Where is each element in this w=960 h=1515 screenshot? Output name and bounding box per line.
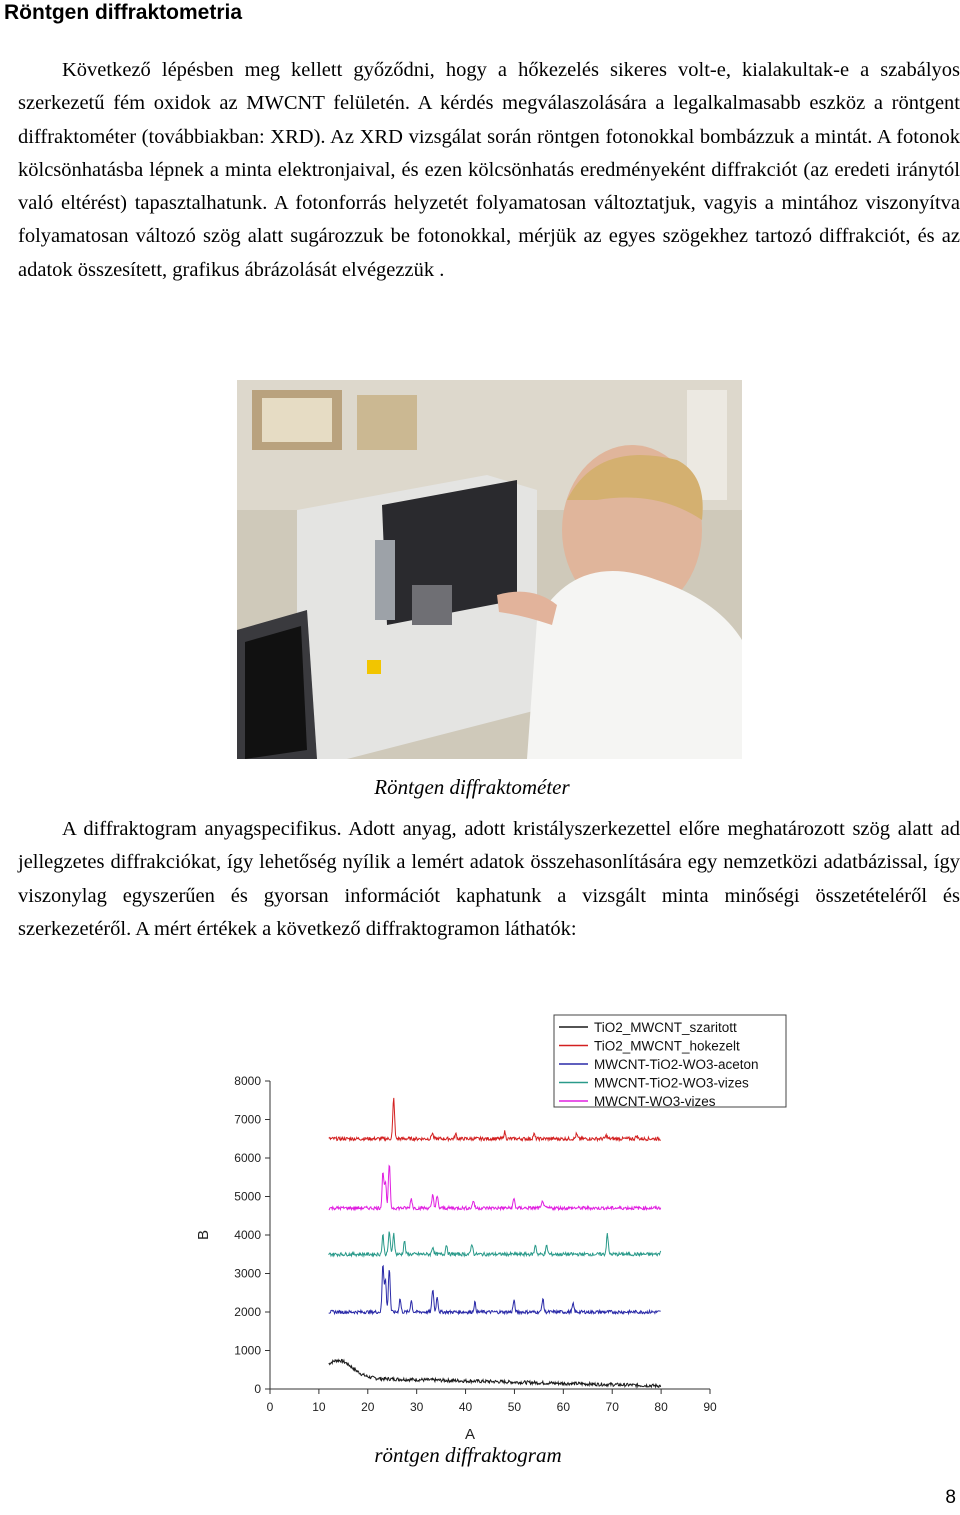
y-tick-label: 5000: [234, 1189, 261, 1204]
section-heading: Röntgen diffraktometria: [4, 1, 243, 24]
y-tick-label: 7000: [234, 1112, 261, 1127]
xrd-chart: [190, 1005, 800, 1443]
legend-label: TiO2_MWCNT_szaritott: [594, 1020, 737, 1035]
x-tick-label: 30: [409, 1400, 424, 1414]
x-tick-label: 80: [654, 1400, 668, 1414]
y-tick-label: 3000: [234, 1266, 261, 1281]
y-tick-label: 8000: [234, 1074, 261, 1088]
photo-caption: Röntgen diffraktométer: [374, 775, 570, 799]
legend-label: MWCNT-TiO2-WO3-vizes: [594, 1075, 749, 1091]
intro-paragraph: Következő lépésben meg kellett győződni, hogy a hőkezelés sikeres volt-e, kialakultak-e a szabályos szerkezetű fém oxidok az MWCNT felületén. A kérdés megválaszolására a legalkalmasabb eszköz a röntgent diffraktométer (továbbiakban: XRD). Az XRD vizsgálat során röntgen fotonokkal bombázzuk a mintát. A fotonok kölcsönhatásba lépnek a minta elektronjaival, és ezen kölcsönhatás eredményeként diffrakciót (az eredeti iránytól való eltérést) tapasztalhatunk. A fotonforrás helyzetét folyamatosan változtatjuk, vagyis a mintához viszonyítva folyamatosan változó szög alatt sugározzuk be fotonokkal, mérjük az egyes szögekhez tartozó diffrakciót, és az adatok összesített, grafikus ábrázolását elvégezzük .: [18, 59, 960, 281]
diffractogram-paragraph: A diffraktogram anyagspecifikus. Adott anyag, adott kristályszerkezettel előre meghatározott szög alatt ad jellegzetes diffrakciókat, így lehetőség nyílik a lemért adatok összehasonlítására egy nemzetközi adatbázissal, így viszonylag egyszerűen és gyorsan információt kaphatunk a vizsgált minta minőségi összetételéről és szerkezetéről. A mért értékek a következő diffraktogramon láthatók:: [18, 818, 960, 940]
xrd-chart-svg: [190, 1005, 800, 1443]
chart-caption: röntgen diffraktogram: [374, 1443, 562, 1467]
legend-label: TiO2_MWCNT_hokezelt: [594, 1038, 740, 1054]
x-tick-label: 10: [312, 1400, 326, 1414]
series-line-3: [329, 1266, 661, 1314]
x-tick-label: 60: [556, 1400, 571, 1414]
y-tick-label: 0: [254, 1382, 261, 1396]
series-line-1: [329, 1359, 661, 1387]
diffractometer-photo-illustration: [237, 380, 742, 759]
y-tick-label: 4000: [234, 1228, 261, 1242]
x-tick-label: 20: [361, 1400, 375, 1414]
series-line-4: [329, 1232, 661, 1256]
x-tick-label: 50: [507, 1400, 522, 1414]
legend-label: MWCNT-TiO2-WO3-aceton: [594, 1057, 759, 1072]
x-tick-label: 90: [703, 1400, 717, 1414]
x-tick-label: 0: [266, 1400, 274, 1414]
x-tick-label: 40: [458, 1400, 473, 1414]
diffractometer-photo: [237, 380, 742, 759]
y-axis-label: B: [195, 1229, 212, 1241]
y-tick-label: 2000: [234, 1305, 261, 1319]
x-axis-label: A: [464, 1426, 476, 1443]
series-line-5: [329, 1166, 661, 1210]
y-tick-label: 1000: [234, 1343, 261, 1358]
legend-label: MWCNT-WO3-vizes: [594, 1094, 716, 1109]
y-tick-label: 6000: [234, 1151, 261, 1165]
page-number: 8: [945, 1487, 956, 1508]
x-tick-label: 70: [605, 1400, 619, 1414]
